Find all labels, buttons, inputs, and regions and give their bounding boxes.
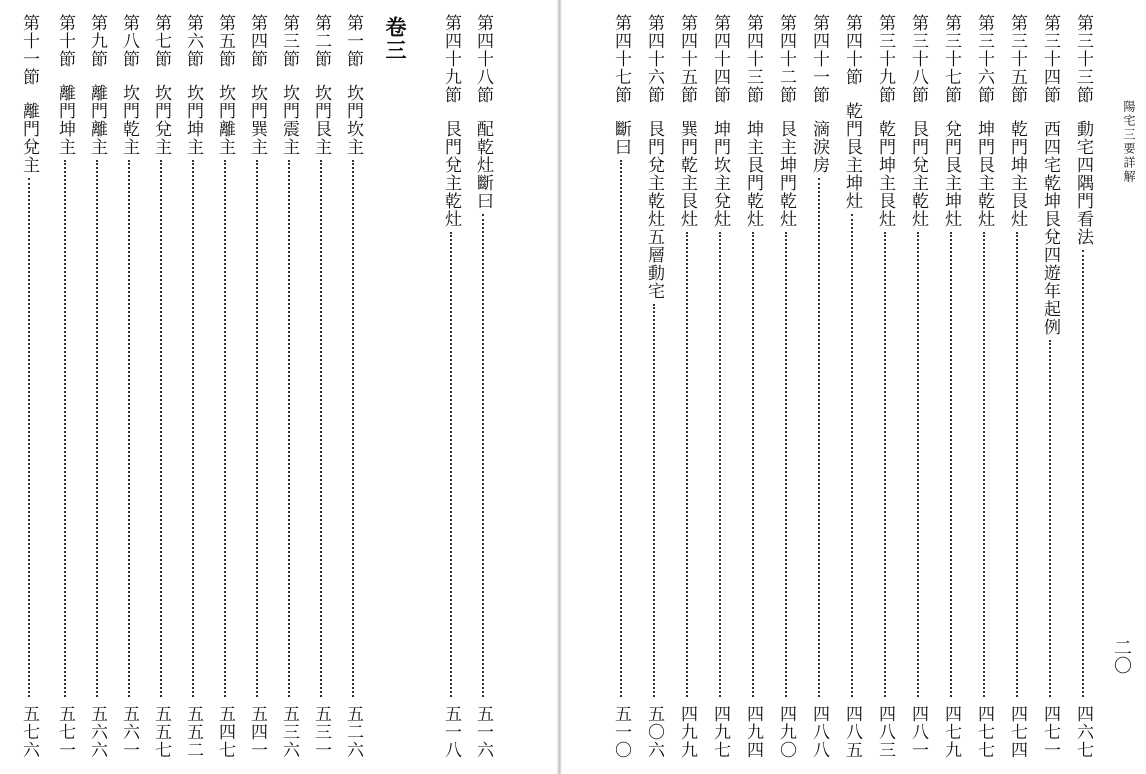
toc-entry-page: 四八八 xyxy=(809,705,829,759)
dot-leader xyxy=(352,160,354,697)
toc-entry-title: 乾門坤主艮灶 xyxy=(875,120,895,228)
dot-leader xyxy=(653,304,655,697)
toc-entry-page: 五一六 xyxy=(473,705,493,759)
toc-entry-number: 第三十九節 xyxy=(875,14,895,104)
dot-leader xyxy=(818,178,820,697)
running-head: 陽宅三要詳解 xyxy=(1122,100,1136,184)
toc-entry-title: 艮門兌主乾灶 xyxy=(908,120,928,228)
toc-entry xyxy=(1068,14,1098,759)
toc-entry-number: 第四節 xyxy=(247,14,267,68)
toc-entry-page: 五四一 xyxy=(247,705,267,759)
toc-entry xyxy=(936,14,966,759)
toc-entry xyxy=(146,14,176,759)
toc-entry-number: 第三十八節 xyxy=(908,14,928,104)
dot-leader xyxy=(851,214,853,697)
page-number: 二〇 xyxy=(1111,638,1132,674)
toc-entry xyxy=(338,14,368,759)
toc-entry-title: 巽門乾主艮灶 xyxy=(677,120,697,228)
toc-entry-title: 坎門震主 xyxy=(279,84,299,156)
toc-entry-page: 四六七 xyxy=(1073,705,1093,759)
toc-entry xyxy=(804,14,834,759)
dot-leader xyxy=(28,178,30,697)
dot-leader xyxy=(752,232,754,697)
toc-entry-page: 五〇六 xyxy=(644,705,664,759)
dot-leader xyxy=(192,160,194,697)
toc-entry-page: 四八五 xyxy=(842,705,862,759)
toc-entry-number: 第三十五節 xyxy=(1007,14,1027,104)
toc-entry-number: 第七節 xyxy=(151,14,171,68)
toc-entry-title: 艮門兌主乾灶五層動宅 xyxy=(644,120,664,300)
volume-heading: 卷三 xyxy=(383,16,408,62)
toc-entry-title: 坎門坎主 xyxy=(343,84,363,156)
book-gutter xyxy=(556,0,562,774)
toc-entry xyxy=(436,14,466,759)
toc-entry-page: 四九〇 xyxy=(776,705,796,759)
right-page xyxy=(566,0,1146,774)
toc-entry xyxy=(771,14,801,759)
toc-entry-title: 坎門兌主 xyxy=(151,84,171,156)
toc-entry-number: 第三十七節 xyxy=(941,14,961,104)
toc-entry xyxy=(50,14,80,759)
toc-entry xyxy=(639,14,669,759)
toc-entry-number: 第四十六節 xyxy=(644,14,664,104)
toc-entry-page: 五二六 xyxy=(343,705,363,759)
toc-entry xyxy=(82,14,112,759)
toc-entry-number: 第四十二節 xyxy=(776,14,796,104)
dot-leader xyxy=(482,214,484,697)
toc-entry-title: 動宅四隅門看法 xyxy=(1073,120,1093,246)
toc-entry-page: 五一〇 xyxy=(611,705,631,759)
toc-entry-page: 五四七 xyxy=(215,705,235,759)
toc-entry-page: 五三一 xyxy=(311,705,331,759)
toc-entry-number: 第六節 xyxy=(183,14,203,68)
toc-entry-page: 五七一 xyxy=(55,705,75,759)
toc-entry-title: 坤門艮主乾灶 xyxy=(974,120,994,228)
dot-leader xyxy=(160,160,162,697)
toc-entry-page: 五五二 xyxy=(183,705,203,759)
toc-entry-page: 四九四 xyxy=(743,705,763,759)
toc-entry-number: 第二節 xyxy=(311,14,331,68)
toc-entry-number: 第三十四節 xyxy=(1040,14,1060,104)
toc-entry-title: 兌門艮主坤灶 xyxy=(941,120,961,228)
toc-entry-number: 第四十五節 xyxy=(677,14,697,104)
toc-entry-page: 五六一 xyxy=(119,705,139,759)
dot-leader xyxy=(450,232,452,697)
toc-entry-page: 五五七 xyxy=(151,705,171,759)
toc-entry-title: 離門兌主 xyxy=(19,102,39,174)
toc-entry-page: 四九九 xyxy=(677,705,697,759)
toc-entry-title: 坎門巽主 xyxy=(247,84,267,156)
dot-leader xyxy=(950,232,952,697)
toc-entry-number: 第四十七節 xyxy=(611,14,631,104)
toc-entry-page: 四九七 xyxy=(710,705,730,759)
toc-entry-title: 坎門艮主 xyxy=(311,84,331,156)
dot-leader xyxy=(1049,340,1051,697)
toc-entry-number: 第九節 xyxy=(87,14,107,68)
toc-entry xyxy=(468,14,498,759)
dot-leader xyxy=(620,160,622,697)
toc-entry-page: 四七四 xyxy=(1007,705,1027,759)
dot-leader xyxy=(1016,232,1018,697)
toc-entry xyxy=(178,14,208,759)
toc-entry xyxy=(274,14,304,759)
toc-entry-number: 第八節 xyxy=(119,14,139,68)
toc-entry-number: 第三十六節 xyxy=(974,14,994,104)
toc-entry-number: 第三節 xyxy=(279,14,299,68)
toc-entry xyxy=(837,14,867,759)
dot-leader xyxy=(917,232,919,697)
toc-entry-title: 配乾灶斷曰 xyxy=(473,120,493,210)
toc-entry-number: 第四十一節 xyxy=(809,14,829,104)
toc-entry-page: 四七一 xyxy=(1040,705,1060,759)
toc-entry-number: 第四十四節 xyxy=(710,14,730,104)
toc-entry-title: 坤主艮門乾灶 xyxy=(743,120,763,228)
toc-entry-page: 五三六 xyxy=(279,705,299,759)
toc-entry xyxy=(210,14,240,759)
toc-entry-page: 五七六 xyxy=(19,705,39,759)
toc-entry xyxy=(738,14,768,759)
dot-leader xyxy=(686,232,688,697)
toc-entry xyxy=(870,14,900,759)
toc-entry-number: 第四十節 xyxy=(842,14,862,86)
toc-entry xyxy=(672,14,702,759)
toc-entry-title: 斷曰 xyxy=(611,120,631,156)
toc-entry-number: 第十節 xyxy=(55,14,75,68)
left-page xyxy=(0,0,560,774)
dot-leader xyxy=(1082,250,1084,697)
toc-entry-page: 五一八 xyxy=(441,705,461,759)
toc-entry-title: 離門離主 xyxy=(87,84,107,156)
dot-leader xyxy=(320,160,322,697)
toc-entry-number: 第四十八節 xyxy=(473,14,493,104)
dot-leader xyxy=(224,160,226,697)
toc-entry-title: 乾門坤主艮灶 xyxy=(1007,120,1027,228)
dot-leader xyxy=(64,160,66,697)
toc-entry-title: 西四宅乾坤艮兌四遊年起例 xyxy=(1040,120,1060,336)
dot-leader xyxy=(96,160,98,697)
toc-entry xyxy=(705,14,735,759)
dot-leader xyxy=(128,160,130,697)
toc-entry-number: 第十一節 xyxy=(19,14,39,86)
toc-entry-number: 第三十三節 xyxy=(1073,14,1093,104)
toc-entry-page: 四八一 xyxy=(908,705,928,759)
toc-entry-number: 第一節 xyxy=(343,14,363,68)
toc-entry-title: 離門坤主 xyxy=(55,84,75,156)
dot-leader xyxy=(719,232,721,697)
toc-entry-title: 艮門兌主乾灶 xyxy=(441,120,461,228)
toc-entry xyxy=(242,14,272,759)
toc-entry xyxy=(606,14,636,759)
toc-entry-title: 坎門乾主 xyxy=(119,84,139,156)
toc-entry xyxy=(903,14,933,759)
toc-entry-page: 四七七 xyxy=(974,705,994,759)
toc-entry xyxy=(14,14,44,759)
toc-entry xyxy=(114,14,144,759)
dot-leader xyxy=(288,160,290,697)
dot-leader xyxy=(785,232,787,697)
toc-entry-title: 坤門坎主兌灶 xyxy=(710,120,730,228)
toc-entry-page: 五六六 xyxy=(87,705,107,759)
toc-entry xyxy=(969,14,999,759)
dot-leader xyxy=(256,160,258,697)
toc-entry-page: 四七九 xyxy=(941,705,961,759)
toc-entry-number: 第五節 xyxy=(215,14,235,68)
toc-entry-number: 第四十三節 xyxy=(743,14,763,104)
toc-entry-title: 坎門坤主 xyxy=(183,84,203,156)
toc-entry-title: 坎門離主 xyxy=(215,84,235,156)
toc-entry xyxy=(1035,14,1065,759)
toc-entry xyxy=(1002,14,1032,759)
dot-leader xyxy=(983,232,985,697)
toc-entry-number: 第四十九節 xyxy=(441,14,461,104)
toc-entry-title: 乾門艮主坤灶 xyxy=(842,102,862,210)
toc-entry xyxy=(306,14,336,759)
toc-entry-page: 四八三 xyxy=(875,705,895,759)
toc-entry-title: 滴淚房 xyxy=(809,120,829,174)
toc-entry-title: 艮主坤門乾灶 xyxy=(776,120,796,228)
dot-leader xyxy=(884,232,886,697)
